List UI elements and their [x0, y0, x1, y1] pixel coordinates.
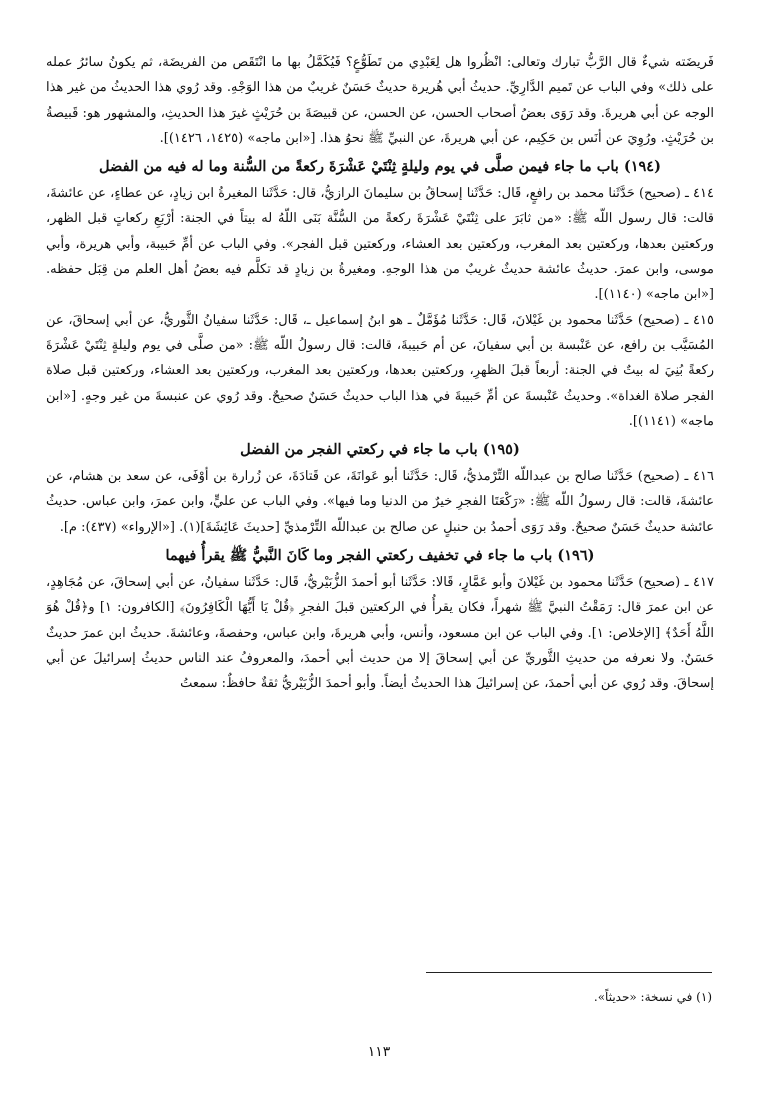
- hadith-416: ٤١٦ ـ (صحيح) حَدَّثَنا صالح بن عبداللّه التِّرْمذيُّ، قَال: حَدَّثَنا أبو عَوانَةَ، عن قَتادَةَ، عن زُرارة بن أوْفَى، عن سعد بن هشام، عن عائشةَ، قالت: قال رسولُ اللّه ﷺ: «رَكْعَتَا الفجرِ خيرٌ من الدنيا وما فيها». وفي الباب عن عليٍّ، وابن عمرَ، وابن عباس. حديثُ عائشة حديثٌ حَسَنٌ صحيحٌ. وقد رَوَى أحمدُ بن حنبلٍ عن صالح بن عبداللّه التِّرْمذيِّ [حديثَ عَائِشَةَ](١). [«الإرواء» (٤٣٧): م].: [46, 469, 714, 535]
- footnote-divider: [426, 972, 712, 973]
- hadith-414: ٤١٤ ـ (صحيح) حَدَّثَنا محمد بن رافعٍ، قَال: حَدَّثَنا إسحاقُ بن سليمانَ الرازيُّ، قال: حَدَّثَنا المغيرةُ ابن زيادٍ، عن عطاءٍ، عن عائشةَ، قالت: قال رسول اللّه ﷺ: «من ثابَرَ على ثِنْتَيْ عَشْرَةَ ركعةً من السُّنَّة بَنَى اللّهُ له بيتاً في الجنة: أرْبَعِ ركعاتٍ قبل الظهر، وركعتين بعدها، وركعتين بعد المغرب، وركعتين بعد العشاء، وركعتين قبل الفجر». وفي الباب عن أمِّ حَبيبة، وأبي هريرة، وأبي موسى، وابن عمرَ. حديثُ عائشة حديثٌ غريبٌ من هذا الوجهِ. ومغيرةُ بن زيادٍ قد تكلَّم فيه بعضُ أهل العلم من قِبَل حفظه. [«ابن ماجه» (١١٤٠)].: [46, 186, 714, 303]
- chapter-title-195: (١٩٥) باب ما جاء في ركعتي الفجر من الفضل: [240, 441, 520, 459]
- footnote: (١) في نسخة: «حديثاً».: [593, 990, 712, 1004]
- chapter-title-194: (١٩٤) باب ما جاء فيمن صلَّى في يوم وليلةٍ ثِنْتَيْ عَشْرَةَ ركعةً من السُّنة وما له فيه من الفضل: [99, 158, 661, 176]
- hadith-417: ٤١٧ ـ (صحيح) حَدَّثَنا محمود بن غَيْلانَ وأبو عَمَّارٍ، قَالا: حَدَّثَنا أبو أحمدَ الزُّبَيْريُّ، قَال: حَدَّثَنا سفيانُ، عن أبي إسحاقَ، عن مُجَاهِدٍ، عن ابن عمرَ قال: رَمَقْتُ النبيَّ ﷺ شهراً، فكان يقرأُ في الركعتين قبلَ الفجرِ ﴿قُلْ يَا أَيُّهَا الْكَافِرُونَ﴾ [الكافرون: ١] و﴿قُلْ هُوَ اللَّهُ أَحَدٌ﴾ [الإخلاص: ١]. وفي الباب عن ابن مسعود، وأنس، وأبي هريرةَ، وابن عباس، وحفصةَ، وعائشةَ. حديثُ ابن عمرَ حديثٌ حَسَنٌ. ولا نعرفه من حديثِ الثَّوريِّ عن أبي إسحاقَ إلا من حديث أبي أحمدَ، والمعروفُ عند الناس حديثُ إسرائيلَ عن أبي إسحاقَ. وقد رُوي عن أبي أحمدَ، عن إسرائيلَ هذا الحديثُ أيضاً. وأبو أحمدَ الزُّبَيْريُّ ثقةٌ حافظٌ: سمعتُ: [46, 575, 714, 692]
- hadith-415: ٤١٥ ـ (صحيح) حَدَّثَنا محمود بن غَيْلانَ، قَال: حَدَّثَنا مُؤَمَّلٌ ـ هو ابنُ إسماعيل ـ، قَال: حَدَّثَنا سفيانُ الثَّوريُّ، عن أبي إسحاقَ، عن المُسَيَّب بن رافع، عن عَنْبسة بن أبي سفيانَ، عن أم حَبيبةَ، قالت: قال رسولُ اللّه ﷺ: «من صلَّى في يوم وليلةٍ ثِنْتَيْ عَشْرَةَ ركعةً بُنِيَ له بيتٌ في الجنة: أربعاً قبلَ الظهرِ، وركعتين بعدها، وركعتين بعد المغرب، وركعتين بعد العشاء، وركعتين قبل صلاة الفجر صلاة الغداة». وحديثُ عَنْبسةَ عن أمِّ حَبيبةَ في هذا الباب حديثٌ حَسَنٌ صحيحٌ. وقد رُوي عن عنبسةَ من غير وجهٍ. [«ابن ماجه» (١١٤١)].: [46, 312, 714, 429]
- paragraph-intro: فَريضَته شيءٌ قال الرَّبُّ تبارك وتعالى: انْظُروا هل لِعَبْدِي من تَطَوُّعٍ؟ فَيُكَمَّلُ بها ما انْتَقَص من الفريضَة، ثم يكونُ سائرُ عمله على ذلك» وفي الباب عن تَميم الدَّارِيِّ. حديثُ أبي هُريرة حديثٌ حَسَنٌ غريبٌ من هذا الوَجْهِ. وقد رُوي هذا الحديثُ من غير هذا الوجه عن أبي هريرةَ. وقد رَوَى بعضُ أصحاب الحسن، عن الحسن، عن قبيصَةَ بن حُرَيْثٍ غيرَ هذا الحديثِ، والمشهور هو: قَبيصةُ بن حُرَيْثٍ. ورُوِيَ عن أنَس بن حَكِيم، عن أبي هريرةَ، عن النبيِّ ﷺ نحوُ هذا. [«ابن ماجه» (١٤٢٥، ١٤٢٦)].: [46, 55, 714, 146]
- page-number: ١١٣: [367, 1044, 391, 1060]
- chapter-title-196: (١٩٦) باب ما جاء في تخفيف ركعتي الفجر وما كَانَ النَّبيُّ ﷺ يقرأُ فيهما: [165, 547, 595, 565]
- page-body: [46, 50, 714, 697]
